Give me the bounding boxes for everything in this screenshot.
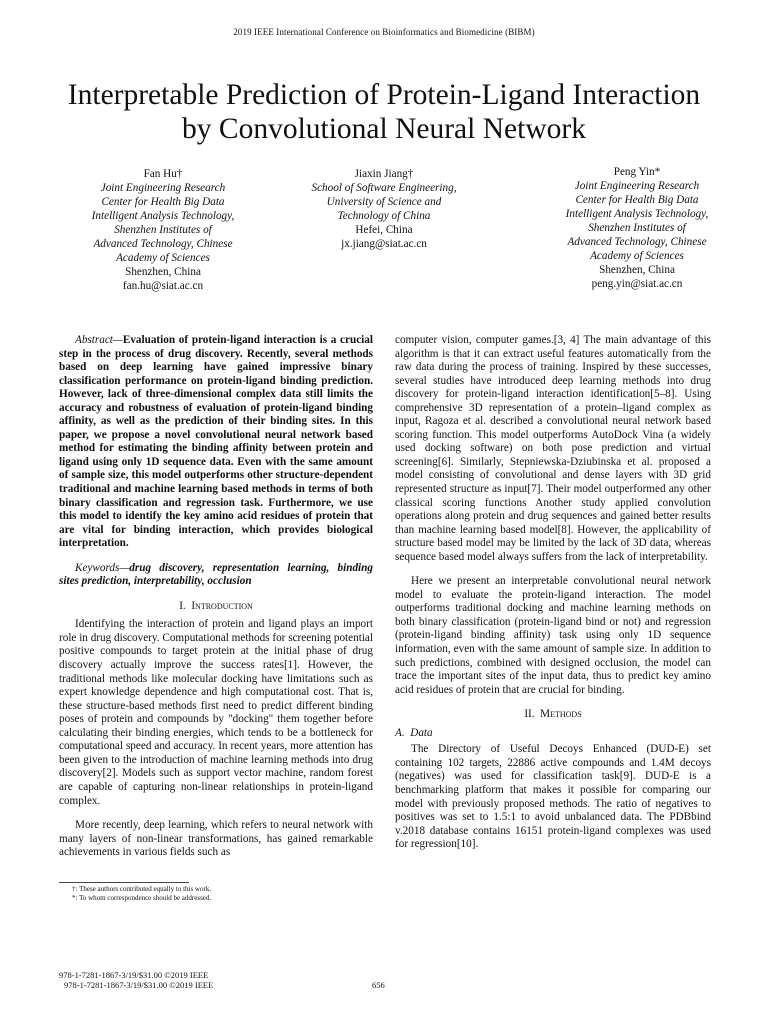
author-affiliation: Center for Health Big Data [101, 196, 225, 208]
keywords-lead: Keywords— [75, 561, 130, 574]
abstract-text: Evaluation of protein-ligand interaction is a crucial step in the process of drug discovery. Recently, several methods based on deep learning have gained impressive binary classification performance on protein-ligand binding prediction. However, lack of three-dimensional complex data still limits the accuracy and robustness of evaluation of protein-ligand binding affinity, as well as the prediction of their binding sites. In this paper, we propose a novel convolutional neural network based method for estimating the binding affinity between protein and ligand using only 1D sequence data. Even with the same amount of sample size, this model outperforms other structure-dependent traditional and machine learning based methods in terms of both binary classification and regression task. Furthermore, we use this model to identify the key amino acid residues of protein that are vital for binding interaction, which provides biological interpretation. [59, 334, 373, 550]
conference-header: 2019 IEEE International Conference on Bioinformatics and Biomedicine (BIBM) [233, 27, 535, 37]
author-affiliation: Joint Engineering Research [574, 180, 700, 192]
subsection-title: Data [410, 726, 433, 739]
section-heading-methods [395, 708, 711, 722]
author-email: fan.hu@siat.ac.cn [122, 280, 204, 292]
section-title: Methods [540, 708, 582, 721]
author-affiliation: Advanced Technology, Chinese [567, 236, 707, 248]
author-name: Fan Hu† [143, 168, 183, 180]
author-email: jx.jiang@siat.ac.cn [341, 238, 427, 250]
keywords-text: drug discovery, representation learning, binding sites prediction, interpretability, occlusion [59, 561, 373, 588]
paper-title [30, 78, 738, 146]
author-affiliation: Intelligent Analysis Technology, [91, 210, 235, 222]
footnote: *: To whom correspondence should be addressed. [72, 894, 212, 902]
right-column [395, 334, 711, 852]
author-affiliation: Joint Engineering Research [100, 182, 226, 194]
author-block-1 [68, 167, 258, 293]
title-line-2: by Convolutional Neural Network [182, 113, 586, 145]
author-affiliation: School of Software Engineering, [311, 182, 457, 194]
left-column [59, 334, 373, 860]
section-number: I. [179, 599, 186, 612]
paragraph: Here we present an interpretable convolutional neural network model to evaluate the protein-ligand interaction. The model outperforms traditional docking and machine learning methods on both binary classification (protein-ligand bind or not) and regression (protein-ligand binding affinity) task using only 1D sequence information, even with the same amount of sample size. In addition to such predictions, combined with designed occlusion, the model can trace the important sites of the input data, thus to predict key amino acid residues of protein that are crucial for binding. [395, 575, 711, 696]
subsection-number: A. [395, 726, 405, 739]
section-number: II. [524, 708, 535, 721]
abstract-lead: Abstract— [75, 334, 123, 346]
author-block-3 [534, 165, 740, 291]
author-affiliation: Technology of China [337, 210, 431, 222]
author-affiliation: Academy of Sciences [116, 252, 210, 264]
author-city: Shenzhen, China [125, 266, 201, 278]
abstract [59, 334, 373, 551]
paragraph: Identifying the interaction of protein and ligand plays an import role in drug discovery. Computational methods for screening potential positive compounds to target protein at the initial phase of drug discovery actually improve the success rates[1]. However, the traditional methods like molecular docking have limitations such as expert knowledge dependence and high computational cost. That is, these structure-based methods first need to predict different binding poses of protein and compounds by "docking" them together before calculating their binding energies, which tends to be a bottleneck for computational speed and accuracy. In recent years, more attention has been given to the introduction of machine learning methods into drug discovery[2]. Models such as support vector machine, random forest are capable of capturing non-linear relationships in protein-ligand complex. [59, 618, 374, 807]
author-affiliation: Center for Health Big Data [575, 194, 699, 206]
paragraph: computer vision, computer games.[3, 4] The main advantage of this algorithm is that it can extract useful features automatically from the raw data during the process of training. Inspired by these successes, several studies have introduced deep learning methods into drug discovery for protein-ligand interaction identification[5–8]. Using comprehensive 3D representation of a protein–ligand complex as input, Ragoza et al. described a convolutional neural network based scoring function. This model outperforms AutoDock Vina (a widely used docking software) on both pose prediction and virtual screening[6]. Similarly, Stepniewska-Dziubinska et al. proposed a model consisting of convolutional and dense layers with 3D grid represented structure as input[7]. Their model outperformed any other classical scoring functions Another study applied convolution operations along protein and drug sequences and gained better results than machine learning based model[8]. However, the applicability of structure based model may be limited by the lack of 3D data, whereas sequence based model always suffers from the lack of interpretability. [395, 334, 711, 563]
author-affiliation: Academy of Sciences [590, 250, 684, 262]
copyright-line: 978-1-7281-1867-3/19/$31.00 ©2019 IEEE [59, 970, 209, 980]
copyright-line: 978-1-7281-1867-3/19/$31.00 ©2019 IEEE [64, 980, 214, 990]
page-number: 656 [372, 980, 385, 990]
author-affiliation: Intelligent Analysis Technology, [565, 208, 709, 220]
paragraph: The Directory of Useful Decoys Enhanced (DUD-E) set containing 102 targets, 22886 active compounds and 1.4M decoys (negatives) was used for classification task[9]. DUD-E is a benchmarking platform that makes it possible for comparing our model with previously proposed methods. The ratio of negatives to positives was set to 1.5:1 to avoid unbalanced data. The PDBbind v.2018 database contains 16151 protein-ligand complexes was used for regression[10]. [395, 743, 711, 851]
author-city: Shenzhen, China [599, 264, 675, 276]
author-email: peng.yin@siat.ac.cn [591, 278, 683, 290]
title-line-1: Interpretable Prediction of Protein-Ligand Interaction [67, 79, 701, 111]
section-heading-introduction [59, 600, 373, 614]
paragraph: More recently, deep learning, which refers to neural network with many layers of non-linear transformations, has gained remarkable achievements in various fields such as [59, 819, 373, 859]
author-name: Peng Yin* [613, 166, 661, 178]
author-affiliation: Shenzhen Institutes of [588, 222, 686, 234]
author-block-2 [294, 167, 474, 251]
subsection-heading-data [395, 727, 711, 741]
keywords [59, 562, 373, 589]
author-affiliation: University of Science and [326, 196, 442, 208]
author-affiliation: Shenzhen Institutes of [114, 224, 212, 236]
footnote-divider [59, 882, 189, 883]
section-title: Introduction [191, 599, 253, 612]
author-city: Hefei, China [355, 224, 413, 236]
author-affiliation: Advanced Technology, Chinese [93, 238, 233, 250]
footnote: †: These authors contributed equally to this work. [72, 885, 212, 893]
author-name: Jiaxin Jiang† [354, 168, 414, 180]
